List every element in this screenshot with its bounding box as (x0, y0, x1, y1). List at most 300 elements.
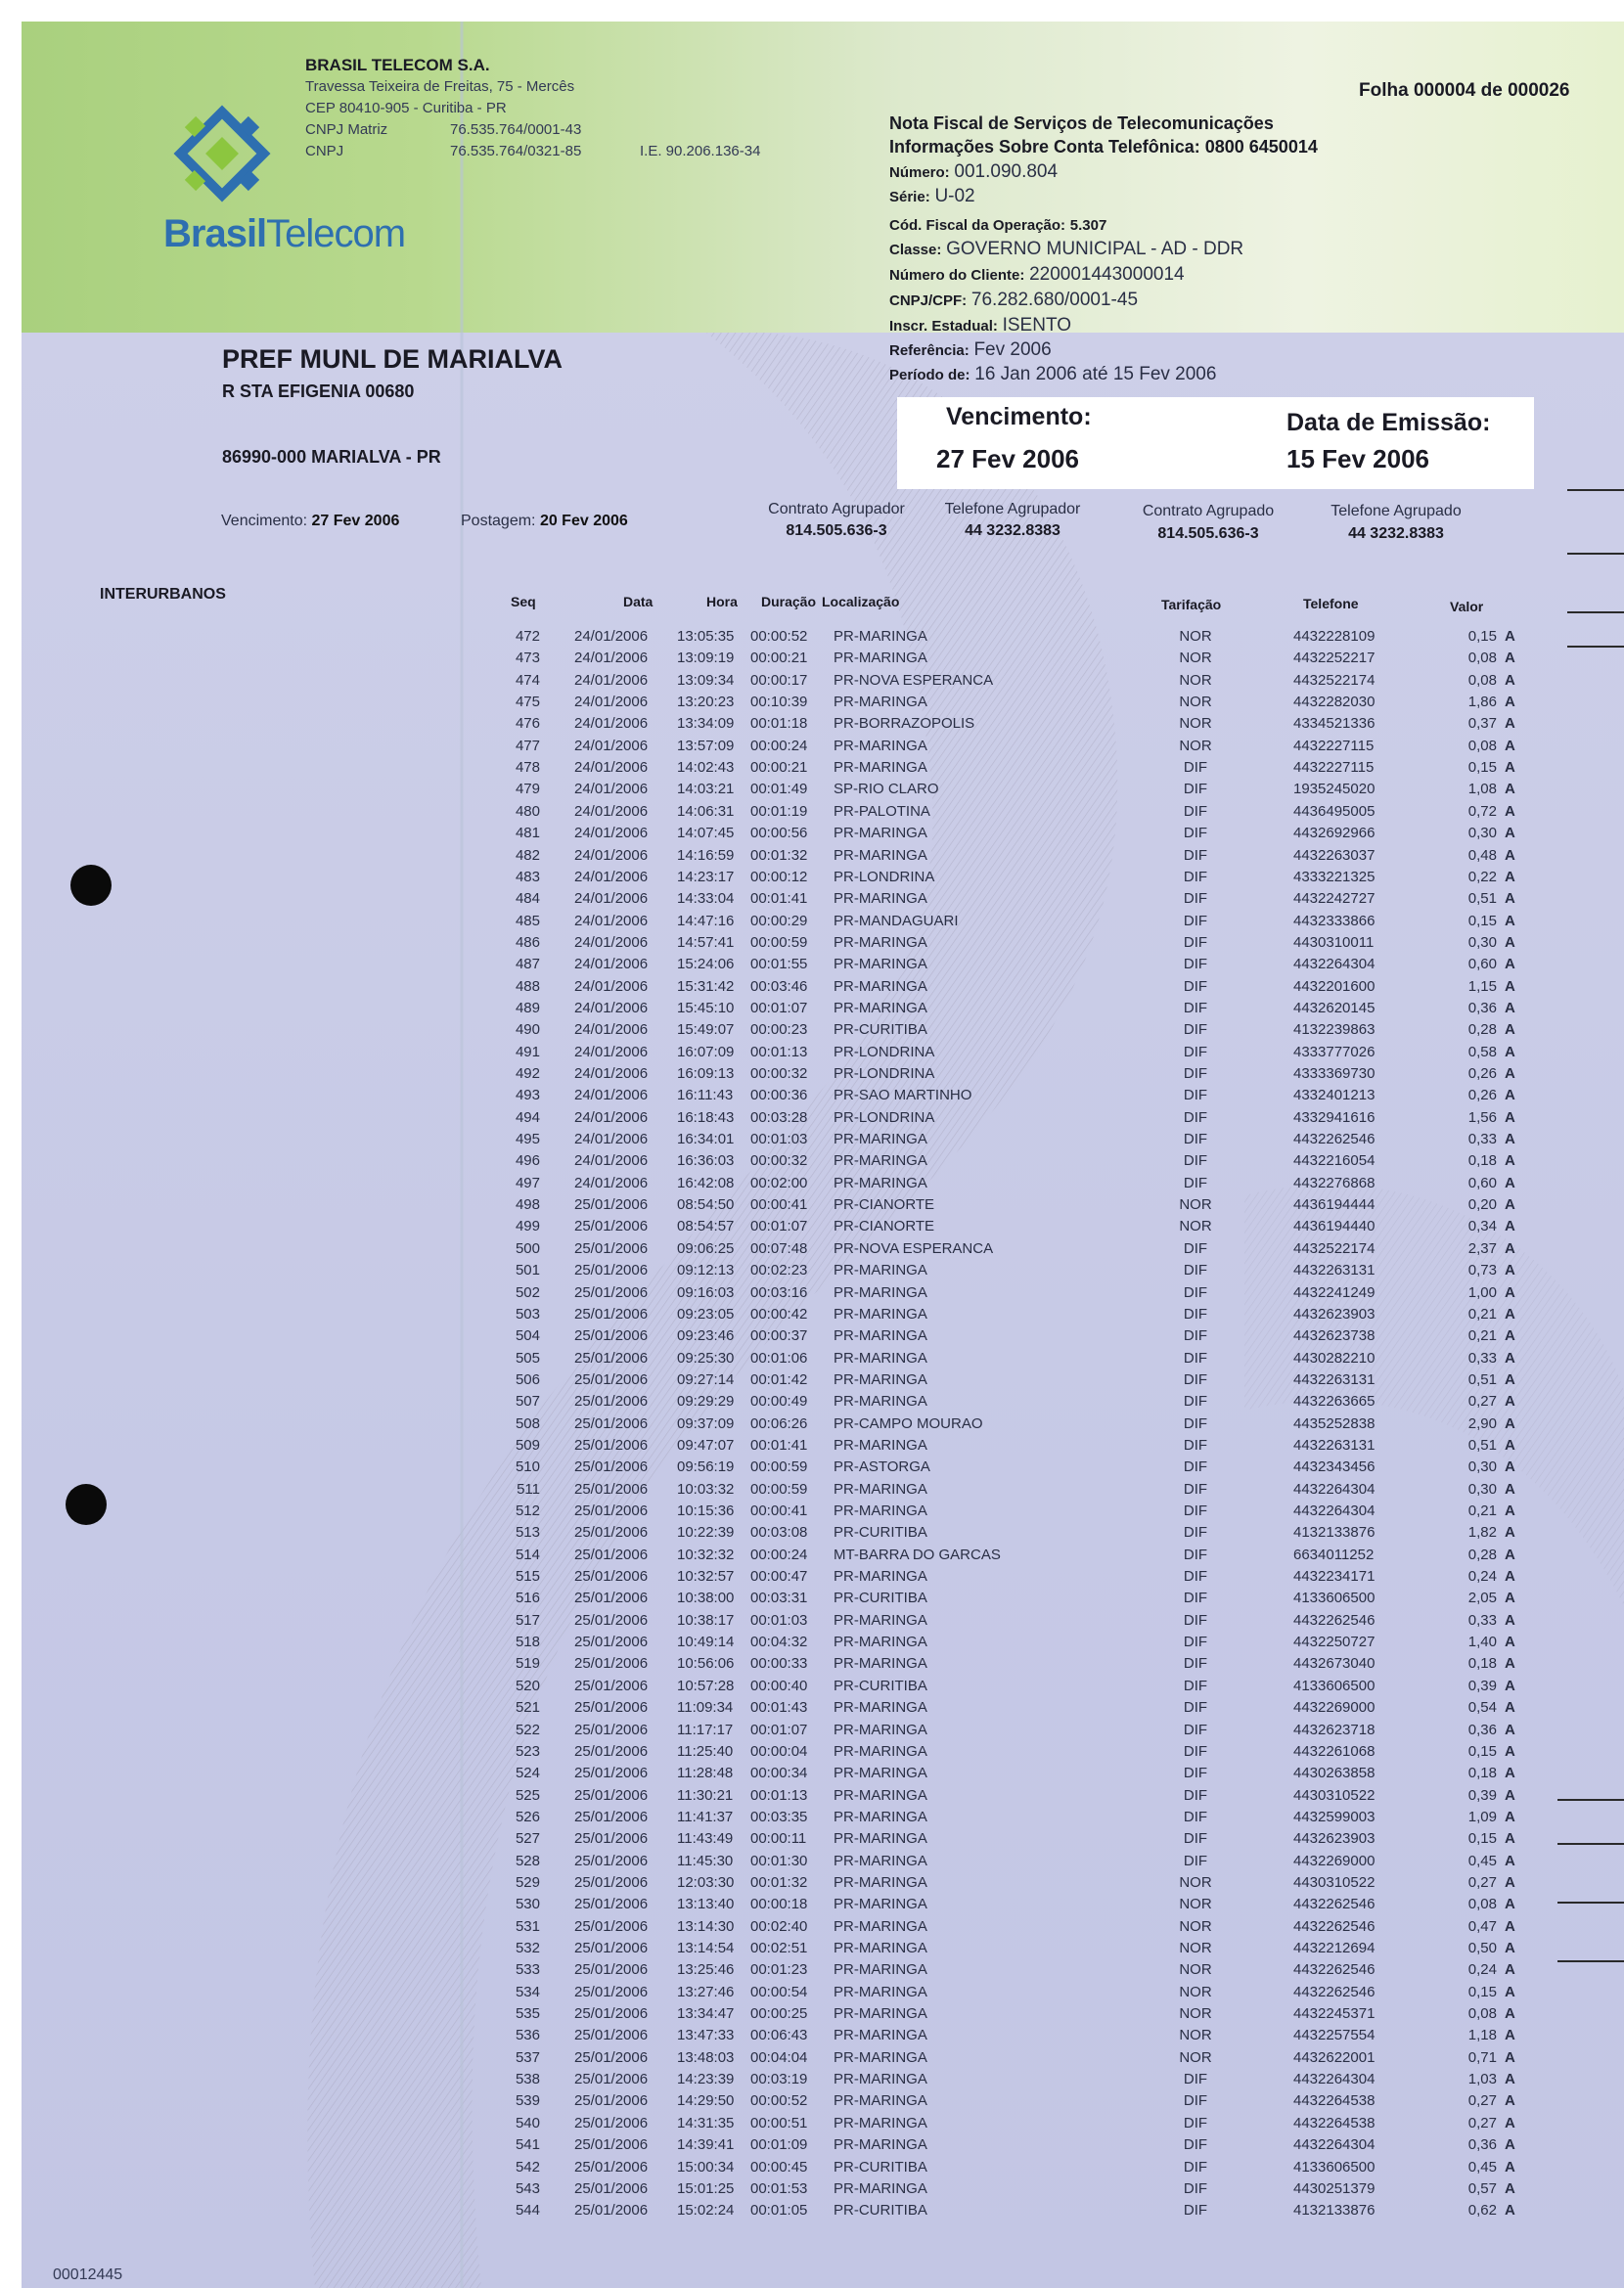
row-date: 24/01/2006 (574, 1131, 649, 1148)
row-seq: 530 (515, 1896, 540, 1913)
row-time: 13:09:34 (677, 671, 735, 689)
row-value: 1,40 (1467, 1634, 1497, 1651)
invoice-classe: Classe: GOVERNO MUNICIPAL - AD - DDR (889, 239, 1244, 259)
row-tariff: DIF (1183, 1458, 1208, 1476)
row-value: 0,15 (1467, 1742, 1497, 1760)
row-value: 1,15 (1467, 977, 1497, 995)
table-row (22, 1722, 1624, 1743)
row-value-flag: A (1505, 1043, 1515, 1060)
row-location: PR-MARINGA (834, 737, 927, 754)
row-value: 0,58 (1467, 1043, 1497, 1060)
contrato-agrupador-label: Contrato Agrupador (768, 501, 905, 517)
table-row (22, 1175, 1624, 1196)
row-location: PR-MARINGA (834, 1896, 927, 1913)
table-row (22, 1044, 1624, 1065)
table-row (22, 890, 1624, 912)
row-value: 0,15 (1467, 912, 1497, 929)
row-location: PR-MARINGA (834, 890, 927, 908)
row-duration: 00:00:21 (750, 759, 808, 777)
table-row (22, 2159, 1624, 2180)
row-location: PR-MARINGA (834, 2005, 927, 2023)
row-value: 2,05 (1467, 1590, 1497, 1607)
row-value: 0,08 (1467, 737, 1497, 754)
row-time: 14:39:41 (677, 2136, 735, 2154)
row-seq: 544 (515, 2202, 540, 2220)
row-phone: 4432261068 (1293, 1742, 1376, 1760)
row-seq: 538 (515, 2071, 540, 2088)
row-time: 11:28:48 (677, 1765, 734, 1782)
row-duration: 00:00:24 (750, 737, 808, 754)
row-value: 0,39 (1467, 1786, 1497, 1804)
row-tariff: DIF (1183, 1503, 1208, 1519)
row-tariff: NOR (1179, 694, 1212, 711)
invoice-periodo: Período de: 16 Jan 2006 até 15 Fev 2006 (889, 364, 1217, 384)
row-location: PR-MARINGA (834, 650, 927, 667)
row-date: 25/01/2006 (574, 1218, 649, 1235)
row-location: PR-MARINGA (834, 1699, 927, 1717)
row-value: 0,51 (1467, 890, 1497, 908)
punch-hole (70, 865, 112, 906)
row-time: 13:13:40 (677, 1896, 735, 1913)
row-phone: 4436194444 (1293, 1196, 1376, 1214)
row-location: PR-LONDRINA (834, 1065, 935, 1082)
row-date: 24/01/2006 (574, 1152, 649, 1170)
company-cnpj-matriz-label: CNPJ Matriz (305, 121, 388, 138)
row-phone: 4432227115 (1293, 737, 1375, 754)
row-date: 24/01/2006 (574, 1021, 649, 1039)
table-row (22, 847, 1624, 869)
row-time: 13:57:09 (677, 737, 735, 754)
row-duration: 00:00:12 (750, 868, 808, 885)
row-time: 10:38:00 (677, 1590, 735, 1607)
row-date: 24/01/2006 (574, 825, 649, 842)
row-tariff: DIF (1183, 1239, 1208, 1257)
table-row (22, 1327, 1624, 1349)
table-row (22, 1634, 1624, 1655)
row-duration: 00:01:03 (750, 1611, 808, 1629)
row-tariff: NOR (1179, 1873, 1212, 1891)
row-value-flag: A (1505, 1765, 1515, 1782)
row-location: MT-BARRA DO GARCAS (834, 1546, 1001, 1563)
row-date: 24/01/2006 (574, 1108, 649, 1126)
row-time: 16:34:01 (677, 1131, 735, 1148)
row-tariff: DIF (1183, 1590, 1208, 1607)
row-phone: 4432212694 (1293, 1940, 1376, 1956)
row-time: 11:43:49 (677, 1830, 734, 1848)
row-value-flag: A (1505, 1896, 1515, 1913)
row-seq: 481 (515, 825, 540, 842)
row-location: PR-NOVA ESPERANCA (834, 671, 994, 689)
row-location: PR-CIANORTE (834, 1196, 935, 1214)
row-time: 15:02:24 (677, 2202, 735, 2220)
row-value: 0,33 (1467, 1349, 1497, 1367)
row-tariff: NOR (1179, 2027, 1212, 2044)
row-phone: 4132133876 (1293, 1524, 1376, 1542)
row-value: 0,28 (1467, 1546, 1497, 1563)
row-date: 24/01/2006 (574, 694, 649, 711)
row-time: 14:07:45 (677, 825, 735, 842)
row-duration: 00:01:07 (750, 999, 808, 1016)
row-duration: 00:03:08 (750, 1524, 808, 1542)
row-date: 25/01/2006 (574, 1327, 649, 1345)
row-tariff: NOR (1179, 2048, 1212, 2066)
row-value-flag: A (1505, 1830, 1515, 1848)
row-seq: 540 (515, 2114, 540, 2131)
row-duration: 00:01:43 (750, 1699, 808, 1717)
row-seq: 475 (515, 694, 540, 711)
row-date: 25/01/2006 (574, 1896, 649, 1913)
row-tariff: NOR (1179, 715, 1212, 733)
row-time: 11:17:17 (677, 1721, 734, 1738)
row-value: 0,54 (1467, 1699, 1497, 1717)
customer-name: PREF MUNL DE MARIALVA (222, 344, 563, 374)
row-location: SP-RIO CLARO (834, 781, 939, 798)
row-phone: 4334521336 (1293, 715, 1376, 733)
row-tariff: DIF (1183, 1611, 1208, 1629)
row-seq: 507 (515, 1393, 540, 1411)
row-date: 25/01/2006 (574, 1480, 649, 1498)
row-tariff: DIF (1183, 1370, 1208, 1388)
row-tariff: DIF (1183, 1699, 1208, 1717)
row-tariff: DIF (1183, 1568, 1208, 1586)
row-value: 0,33 (1467, 1611, 1497, 1629)
row-date: 25/01/2006 (574, 2158, 649, 2176)
row-value: 0,28 (1467, 1021, 1497, 1039)
contrato-agrupador-value: 814.505.636-3 (786, 522, 887, 539)
row-value: 0,18 (1467, 1765, 1497, 1782)
row-value: 0,27 (1467, 2092, 1497, 2110)
row-value-flag: A (1505, 1873, 1515, 1891)
row-duration: 00:01:19 (750, 802, 808, 820)
row-location: PR-MANDAGUARI (834, 912, 959, 929)
mailing-post: Postagem: 20 Fev 2006 (461, 513, 628, 529)
row-duration: 00:00:52 (750, 628, 808, 645)
row-value: 0,36 (1467, 2136, 1497, 2154)
row-value: 0,57 (1467, 2179, 1497, 2197)
margin-tick (1557, 1799, 1624, 1801)
row-value: 0,62 (1467, 2202, 1497, 2220)
row-value-flag: A (1505, 1370, 1515, 1388)
row-time: 13:25:46 (677, 1961, 735, 1979)
company-address: Travessa Teixeira de Freitas, 75 - Mercês (305, 78, 575, 95)
table-row (22, 1284, 1624, 1306)
row-location: PR-MARINGA (834, 956, 927, 973)
row-location: PR-CURITIBA (834, 1677, 927, 1694)
row-date: 25/01/2006 (574, 2179, 649, 2197)
row-phone: 6634011252 (1293, 1546, 1375, 1563)
row-duration: 00:00:25 (750, 2005, 808, 2023)
row-value-flag: A (1505, 1852, 1515, 1869)
row-phone: 4432262546 (1293, 1896, 1376, 1913)
margin-tick (1557, 1902, 1624, 1904)
invoice-cliente: Número do Cliente: 220001443000014 (889, 264, 1185, 285)
row-location: PR-LONDRINA (834, 1043, 935, 1060)
row-time: 10:38:17 (677, 1611, 735, 1629)
issue-date-value: 15 Fev 2006 (1286, 444, 1430, 473)
table-row (22, 1350, 1624, 1371)
row-duration: 00:00:40 (750, 1677, 808, 1694)
row-time: 13:14:30 (677, 1917, 735, 1935)
row-tariff: DIF (1183, 1283, 1208, 1301)
table-row (22, 1481, 1624, 1503)
row-seq: 528 (515, 1852, 540, 1869)
row-location: PR-MARINGA (834, 1393, 927, 1411)
header-seq: Seq (511, 594, 536, 609)
header-duracao: Duração (761, 594, 817, 609)
invoice-inscricao: Inscr. Estadual: ISENTO (889, 315, 1071, 336)
row-duration: 00:00:56 (750, 825, 808, 842)
row-location: PR-MARINGA (834, 1131, 927, 1148)
row-duration: 00:01:42 (750, 1370, 808, 1388)
row-tariff: NOR (1179, 650, 1212, 667)
row-time: 15:01:25 (677, 2179, 735, 2197)
row-date: 25/01/2006 (574, 1349, 649, 1367)
row-seq: 509 (515, 1436, 540, 1454)
row-phone: 4132133876 (1293, 2202, 1376, 2220)
row-value: 0,27 (1467, 1873, 1497, 1891)
row-value-flag: A (1505, 1721, 1515, 1738)
row-tariff: DIF (1183, 1852, 1208, 1869)
row-date: 25/01/2006 (574, 1852, 649, 1869)
row-duration: 00:00:59 (750, 1480, 808, 1498)
row-location: PR-MARINGA (834, 1808, 927, 1825)
row-seq: 490 (515, 1021, 540, 1039)
row-duration: 00:00:17 (750, 671, 808, 689)
row-location: PR-MARINGA (834, 2048, 927, 2066)
row-value: 1,00 (1467, 1283, 1497, 1301)
row-date: 25/01/2006 (574, 1808, 649, 1825)
row-duration: 00:06:43 (750, 2027, 808, 2044)
row-tariff: DIF (1183, 1808, 1208, 1825)
row-phone: 4432269000 (1293, 1699, 1376, 1717)
row-seq: 500 (515, 1239, 540, 1257)
due-date-label: Vencimento: (946, 403, 1092, 430)
row-time: 16:18:43 (677, 1108, 735, 1126)
table-row (22, 1787, 1624, 1809)
row-phone: 4432264304 (1293, 1480, 1376, 1498)
row-date: 25/01/2006 (574, 1436, 649, 1454)
row-value-flag: A (1505, 1634, 1515, 1651)
margin-tick (1567, 611, 1624, 613)
row-location: PR-BORRAZOPOLIS (834, 715, 975, 733)
table-row (22, 1830, 1624, 1852)
row-phone: 4435252838 (1293, 1414, 1376, 1432)
row-value: 1,86 (1467, 694, 1497, 711)
row-location: PR-MARINGA (834, 1917, 927, 1935)
row-value-flag: A (1505, 1742, 1515, 1760)
row-phone: 4133606500 (1293, 2158, 1376, 2176)
row-time: 09:29:29 (677, 1393, 735, 1411)
row-value: 0,21 (1467, 1305, 1497, 1323)
row-value: 0,21 (1467, 1503, 1497, 1519)
table-row (22, 1918, 1624, 1940)
row-phone: 4432623903 (1293, 1305, 1376, 1323)
table-row (22, 1655, 1624, 1677)
table-row (22, 2115, 1624, 2136)
row-phone: 4432343456 (1293, 1458, 1376, 1476)
row-seq: 495 (515, 1131, 540, 1148)
row-seq: 476 (515, 715, 540, 733)
table-row (22, 825, 1624, 846)
row-date: 24/01/2006 (574, 715, 649, 733)
row-phone: 4432262546 (1293, 1131, 1376, 1148)
row-seq: 517 (515, 1611, 540, 1629)
row-tariff: DIF (1183, 1043, 1208, 1060)
row-duration: 00:03:31 (750, 1590, 808, 1607)
row-phone: 4432264304 (1293, 956, 1376, 973)
row-date: 25/01/2006 (574, 1239, 649, 1257)
row-seq: 502 (515, 1283, 540, 1301)
row-seq: 515 (515, 1568, 540, 1586)
row-phone: 4432228109 (1293, 628, 1376, 645)
row-location: PR-CURITIBA (834, 1021, 927, 1039)
row-value-flag: A (1505, 2158, 1515, 2176)
table-row (22, 869, 1624, 890)
row-location: PR-MARINGA (834, 1634, 927, 1651)
row-time: 13:20:23 (677, 694, 735, 711)
row-seq: 474 (515, 671, 540, 689)
row-tariff: DIF (1183, 1655, 1208, 1673)
row-phone: 4432227115 (1293, 759, 1375, 777)
row-phone: 4133606500 (1293, 1590, 1376, 1607)
row-duration: 00:00:24 (750, 1546, 808, 1563)
row-date: 25/01/2006 (574, 1786, 649, 1804)
telefone-agrupado-value: 44 3232.8383 (1348, 525, 1444, 542)
row-phone: 4432333866 (1293, 912, 1376, 929)
row-seq: 484 (515, 890, 540, 908)
table-row (22, 1000, 1624, 1021)
row-tariff: DIF (1183, 1305, 1208, 1323)
row-value-flag: A (1505, 2202, 1515, 2220)
row-value: 0,08 (1467, 1896, 1497, 1913)
table-row (22, 694, 1624, 715)
row-tariff: DIF (1183, 1480, 1208, 1498)
row-tariff: DIF (1183, 1065, 1208, 1082)
header-telefone: Telefone (1303, 596, 1359, 611)
table-row (22, 1021, 1624, 1043)
row-date: 25/01/2006 (574, 2071, 649, 2088)
row-date: 24/01/2006 (574, 912, 649, 929)
row-value-flag: A (1505, 2027, 1515, 2044)
row-time: 11:41:37 (677, 1808, 734, 1825)
row-date: 24/01/2006 (574, 977, 649, 995)
row-duration: 00:01:07 (750, 1218, 808, 1235)
row-value-flag: A (1505, 912, 1515, 929)
table-row (22, 628, 1624, 650)
row-duration: 00:00:54 (750, 1983, 808, 2000)
row-time: 13:34:47 (677, 2005, 735, 2023)
table-row (22, 2092, 1624, 2114)
row-duration: 00:00:52 (750, 2092, 808, 2110)
row-seq: 480 (515, 802, 540, 820)
row-value-flag: A (1505, 999, 1515, 1016)
row-seq: 508 (515, 1414, 540, 1432)
row-value-flag: A (1505, 715, 1515, 733)
row-value-flag: A (1505, 2179, 1515, 2197)
row-value-flag: A (1505, 890, 1515, 908)
row-phone: 4432264304 (1293, 2071, 1376, 2088)
row-seq: 505 (515, 1349, 540, 1367)
row-time: 13:05:35 (677, 628, 735, 645)
row-time: 15:24:06 (677, 956, 735, 973)
row-duration: 00:01:32 (750, 1873, 808, 1891)
row-value: 0,27 (1467, 2114, 1497, 2131)
row-tariff: DIF (1183, 1021, 1208, 1039)
punch-hole (66, 1484, 107, 1525)
row-value-flag: A (1505, 868, 1515, 885)
row-value-flag: A (1505, 2114, 1515, 2131)
row-value: 0,37 (1467, 715, 1497, 733)
row-phone: 4432264304 (1293, 2136, 1376, 2154)
footer-code: 00012445 (53, 2266, 123, 2283)
row-seq: 487 (515, 956, 540, 973)
row-duration: 00:00:51 (750, 2114, 808, 2131)
margin-tick (1567, 489, 1624, 491)
row-location: PR-MARINGA (834, 1983, 927, 2000)
table-row (22, 956, 1624, 977)
row-location: PR-MARINGA (834, 628, 927, 645)
row-duration: 00:01:06 (750, 1349, 808, 1367)
row-time: 13:34:09 (677, 715, 735, 733)
row-duration: 00:03:35 (750, 1808, 808, 1825)
row-tariff: DIF (1183, 1174, 1208, 1191)
table-row (22, 1393, 1624, 1414)
row-value-flag: A (1505, 2048, 1515, 2066)
row-duration: 00:03:19 (750, 2071, 808, 2088)
row-tariff: DIF (1183, 2092, 1208, 2110)
row-phone: 4432263131 (1293, 1370, 1376, 1388)
row-duration: 00:01:13 (750, 1043, 808, 1060)
row-seq: 532 (515, 1940, 540, 1956)
row-time: 13:09:19 (677, 650, 735, 667)
row-date: 25/01/2006 (574, 1830, 649, 1848)
row-value: 1,82 (1467, 1524, 1497, 1542)
row-time: 16:36:03 (677, 1152, 735, 1170)
row-phone: 4432262546 (1293, 1983, 1376, 2000)
row-value-flag: A (1505, 802, 1515, 820)
row-value: 0,08 (1467, 650, 1497, 667)
row-seq: 525 (515, 1786, 540, 1804)
row-date: 24/01/2006 (574, 890, 649, 908)
row-location: PR-MARINGA (834, 933, 927, 951)
row-seq: 506 (515, 1370, 540, 1388)
row-value: 0,47 (1467, 1917, 1497, 1935)
row-date: 24/01/2006 (574, 868, 649, 885)
row-value: 1,09 (1467, 1808, 1497, 1825)
row-date: 25/01/2006 (574, 1742, 649, 1760)
row-seq: 514 (515, 1546, 540, 1563)
row-duration: 00:00:41 (750, 1196, 808, 1214)
row-phone: 4432263131 (1293, 1262, 1376, 1279)
row-time: 15:49:07 (677, 1021, 735, 1039)
row-time: 14:31:35 (677, 2114, 735, 2131)
row-tariff: NOR (1179, 2005, 1212, 2023)
table-row (22, 650, 1624, 671)
row-date: 25/01/2006 (574, 1262, 649, 1279)
row-tariff: DIF (1183, 912, 1208, 929)
row-time: 09:37:09 (677, 1414, 735, 1432)
table-row (22, 715, 1624, 737)
margin-tick (1557, 1843, 1624, 1845)
row-location: PR-MARINGA (834, 1568, 927, 1586)
row-value: 0,72 (1467, 802, 1497, 820)
row-value: 0,26 (1467, 1087, 1497, 1104)
row-location: PR-MARINGA (834, 1611, 927, 1629)
row-seq: 498 (515, 1196, 540, 1214)
row-seq: 541 (515, 2136, 540, 2154)
row-value: 0,15 (1467, 759, 1497, 777)
row-phone: 4432241249 (1293, 1283, 1376, 1301)
